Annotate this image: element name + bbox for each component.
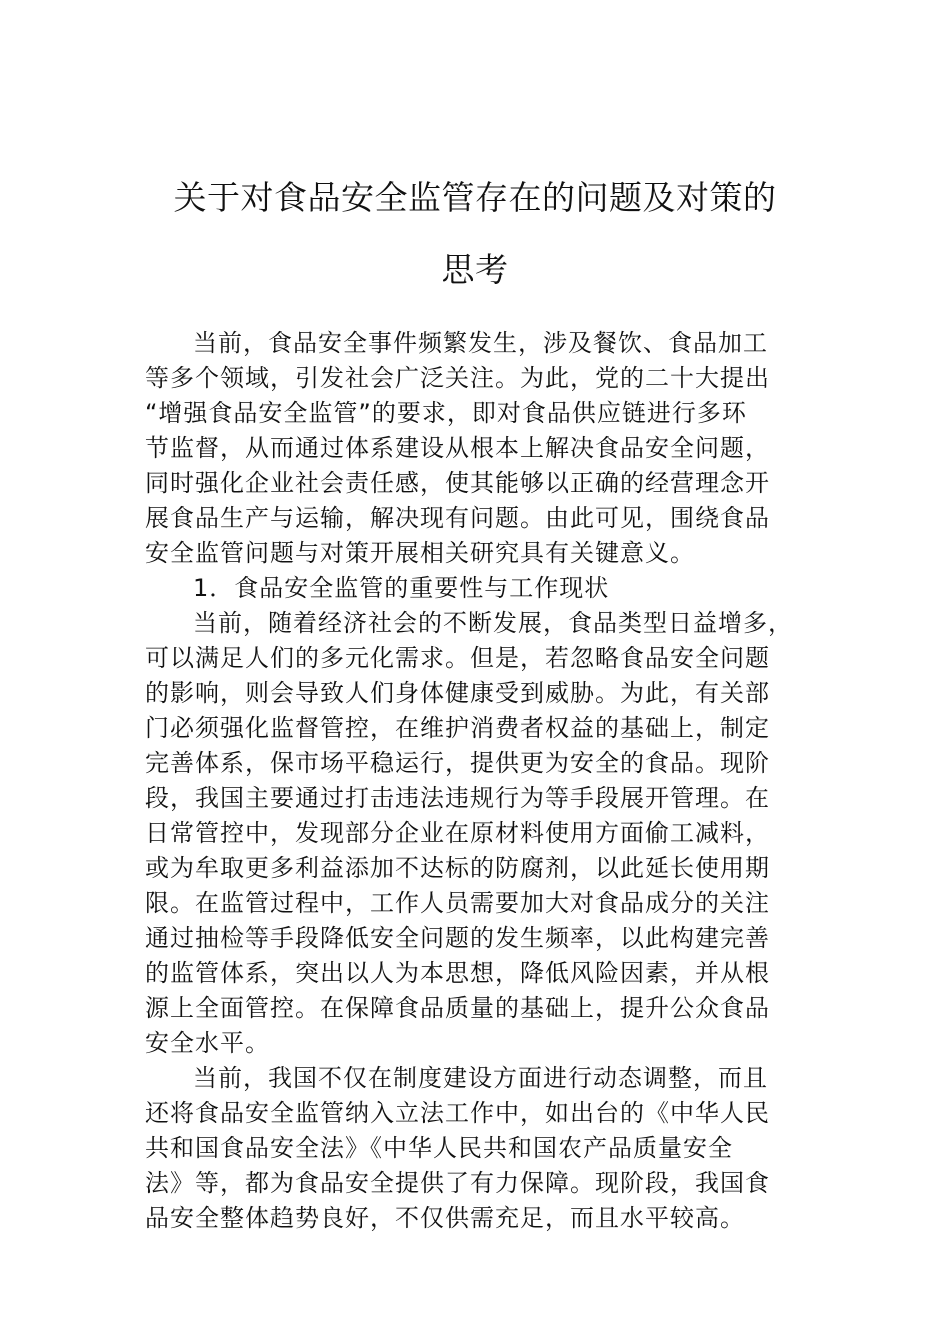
text-line: 的监管体系，突出以人为本思想，降低风险因素，并从根 — [145, 959, 770, 987]
text-line: 当前，我国不仅在制度建设方面进行动态调整，而且 — [193, 1064, 768, 1092]
text-line: 日常管控中，发现部分企业在原材料使用方面偷工减料， — [145, 819, 770, 847]
text-line: 可以满足人们的多元化需求。但是，若忽略食品安全问题 — [145, 644, 770, 672]
text-line: 限。在监管过程中，工作人员需要加大对食品成分的关注 — [145, 889, 770, 917]
text-line: 等多个领域，引发社会广泛关注。为此，党的二十大提出 — [145, 364, 770, 392]
text-line: 1．食品安全监管的重要性与工作现状 — [193, 574, 610, 602]
text-line: 的影响，则会导致人们身体健康受到威胁。为此，有关部 — [145, 679, 770, 707]
text-line: 当前，食品安全事件频繁发生，涉及餐饮、食品加工 — [193, 329, 768, 357]
text-line: 安全水平。 — [145, 1029, 270, 1057]
text-line: 当前，随着经济社会的不断发展，食品类型日益增多， — [193, 609, 793, 637]
document-body — [145, 326, 815, 1236]
text-line: 门必须强化监督管控，在维护消费者权益的基础上，制定 — [145, 714, 770, 742]
text-line: 同时强化企业社会责任感，使其能够以正确的经营理念开 — [145, 469, 770, 497]
text-line: 还将食品安全监管纳入立法工作中，如出台的《中华人民 — [145, 1099, 770, 1127]
text-line: “增强食品安全监管”的要求，即对食品供应链进行多环 — [145, 399, 747, 427]
paragraph — [145, 326, 815, 571]
text-line: 通过抽检等手段降低安全问题的发生频率，以此构建完善 — [145, 924, 770, 952]
text-line: 源上全面管控。在保障食品质量的基础上，提升公众食品 — [145, 994, 770, 1022]
text-line: 品安全整体趋势良好，不仅供需充足，而且水平较高。 — [145, 1204, 745, 1232]
paragraph — [145, 571, 815, 606]
paragraph — [145, 1061, 815, 1236]
title-line-2: 思考 — [441, 250, 509, 289]
document-title — [100, 162, 850, 306]
text-line: 共和国食品安全法》《中华人民共和国农产品质量安全 — [145, 1134, 733, 1162]
text-line: 法》等，都为食品安全提供了有力保障。现阶段，我国食 — [145, 1169, 770, 1197]
text-line: 完善体系，保市场平稳运行，提供更为安全的食品。现阶 — [145, 749, 770, 777]
title-line-1: 关于对食品安全监管存在的问题及对策的 — [173, 178, 777, 217]
text-line: 节监督，从而通过体系建设从根本上解决食品安全问题， — [145, 434, 770, 462]
text-line: 或为牟取更多利益添加不达标的防腐剂，以此延长使用期 — [145, 854, 770, 882]
paragraph — [145, 606, 815, 1061]
text-line: 段，我国主要通过打击违法违规行为等手段展开管理。在 — [145, 784, 770, 812]
text-line: 安全监管问题与对策开展相关研究具有关键意义。 — [145, 539, 695, 567]
text-line: 展食品生产与运输，解决现有问题。由此可见，围绕食品 — [145, 504, 770, 532]
